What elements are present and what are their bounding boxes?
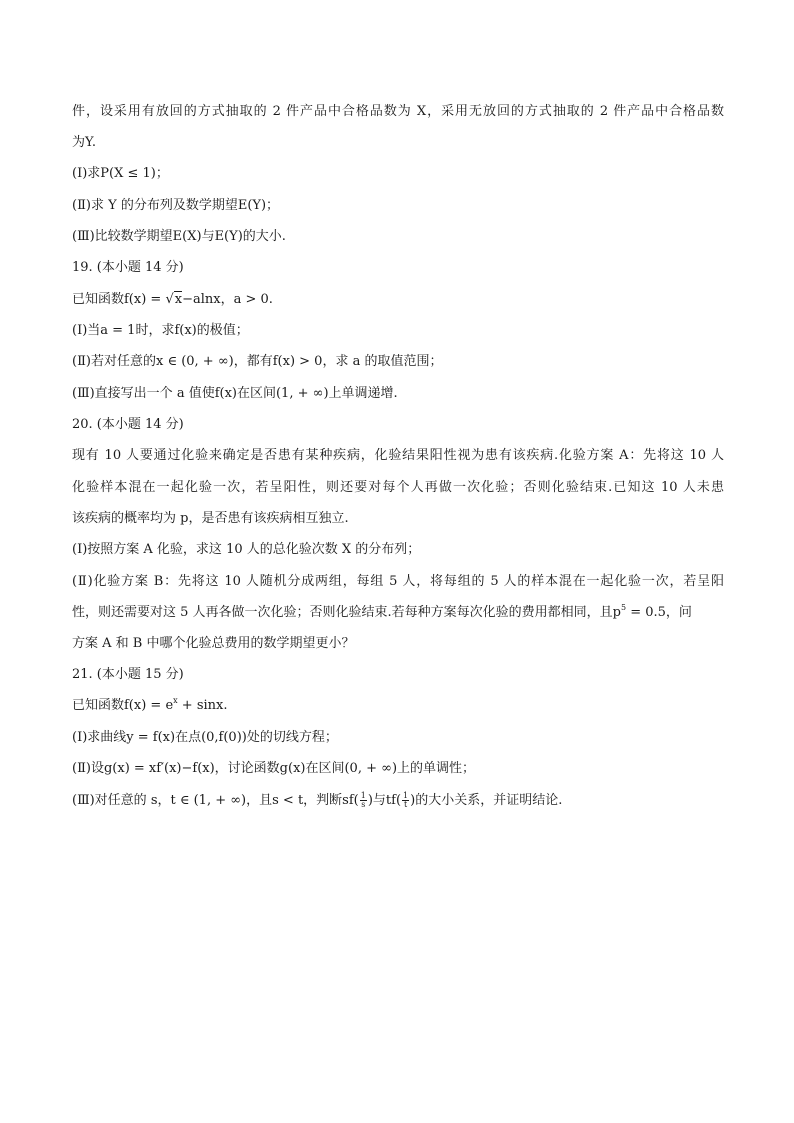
p21-header: 21. (本小题 15 分) <box>72 667 184 682</box>
p19-question-1: (Ⅰ)当a = 1时，求f(x)的极值； <box>72 323 249 338</box>
p19-stem <box>72 290 273 310</box>
sqrt-argument: x <box>174 292 183 307</box>
p20-question-2-line1: (Ⅱ)化验方案 B：先将这 10 人随机分成两组，每组 5 人，将每组的 5 人的样本混在一起化验一次，若呈阳 <box>72 574 724 589</box>
p20-question-2-line3: 方案 A 和 B 中哪个化验总费用的数学期望更小？ <box>72 636 355 651</box>
p21-stem-pre: 已知函数f(x) = e <box>72 698 174 713</box>
exponent: x <box>173 696 178 705</box>
p21-question-3 <box>72 791 562 811</box>
fraction-one-over-t <box>402 792 409 809</box>
fraction-numerator: 1 <box>403 791 409 800</box>
p18-stem-line2: 为Y. <box>72 135 97 150</box>
p19-question-3: (Ⅲ)直接写出一个 a 值使f(x)在区间(1, + ∞)上单调递增. <box>72 386 398 401</box>
p20-stem-line3: 该疾病的概率均为 p，是否患有该疾病相互独立. <box>72 511 349 526</box>
p20-header: 20. (本小题 14 分) <box>72 417 184 432</box>
fraction-denominator: t <box>403 800 408 809</box>
p20-question-1: (Ⅰ)按照方案 A 化验，求这 10 人的总化验次数 X 的分布列； <box>72 542 421 557</box>
p21-q3-post: )的大小关系，并证明结论. <box>410 793 563 808</box>
p21-question-2: (Ⅱ)设g(x) = xf′(x)−f(x)，讨论函数g(x)在区间(0, + ∞)上的单调性； <box>72 761 476 776</box>
exponent: 5 <box>621 603 627 612</box>
p18-question-2: (Ⅱ)求 Y 的分布列及数学期望E(Y)； <box>72 198 280 213</box>
fraction-numerator: 1 <box>360 791 366 800</box>
p21-q3-mid: )与tf( <box>367 793 402 808</box>
p21-stem-post: + sinx. <box>177 698 228 713</box>
p19-question-2: (Ⅱ)若对任意的x ∈ (0, + ∞)，都有f(x) > 0，求 a 的取值范围； <box>72 354 443 369</box>
p21-q3-pre: (Ⅲ)对任意的 s，t ∈ (1, + ∞)，且s < t，判断sf( <box>72 793 359 808</box>
p21-stem <box>72 696 227 716</box>
p20-q2-l2-post: = 0.5，问 <box>626 605 692 620</box>
p18-question-3: (Ⅲ)比较数学期望E(X)与E(Y)的大小. <box>72 229 286 244</box>
p20-question-2-line2 <box>72 603 692 623</box>
sqrt-symbol: √ <box>165 292 174 307</box>
fraction-one-over-s <box>360 792 367 809</box>
p19-header: 19. (本小题 14 分) <box>72 260 184 275</box>
fraction-denominator: s <box>361 800 366 809</box>
p20-q2-l2-pre: 性，则还需要对这 5 人再各做一次化验；否则化验结束.若每种方案每次化验的费用都相同，且p <box>72 605 621 620</box>
p18-stem-line1: 件，设采用有放回的方式抽取的 2 件产品中合格品数为 X，采用无放回的方式抽取的 2 件产品中合格品数 <box>72 104 724 119</box>
p19-stem-pre: 已知函数f(x) = <box>72 292 166 307</box>
p20-stem-line2: 化验样本混在一起化验一次，若呈阳性，则还要对每个人再做一次化验；否则化验结束.已知这 10 人未患 <box>72 480 724 495</box>
p20-stem-line1: 现有 10 人要通过化验来确定是否患有某种疾病，化验结果阳性视为患有该疾病.化验方案 A：先将这 10 人 <box>72 448 724 463</box>
p19-stem-post: −alnx，a > 0. <box>182 292 273 307</box>
p18-question-1: (Ⅰ)求P(X ≤ 1)； <box>72 166 169 181</box>
p21-question-1: (Ⅰ)求曲线y = f(x)在点(0,f(0))处的切线方程； <box>72 730 338 745</box>
